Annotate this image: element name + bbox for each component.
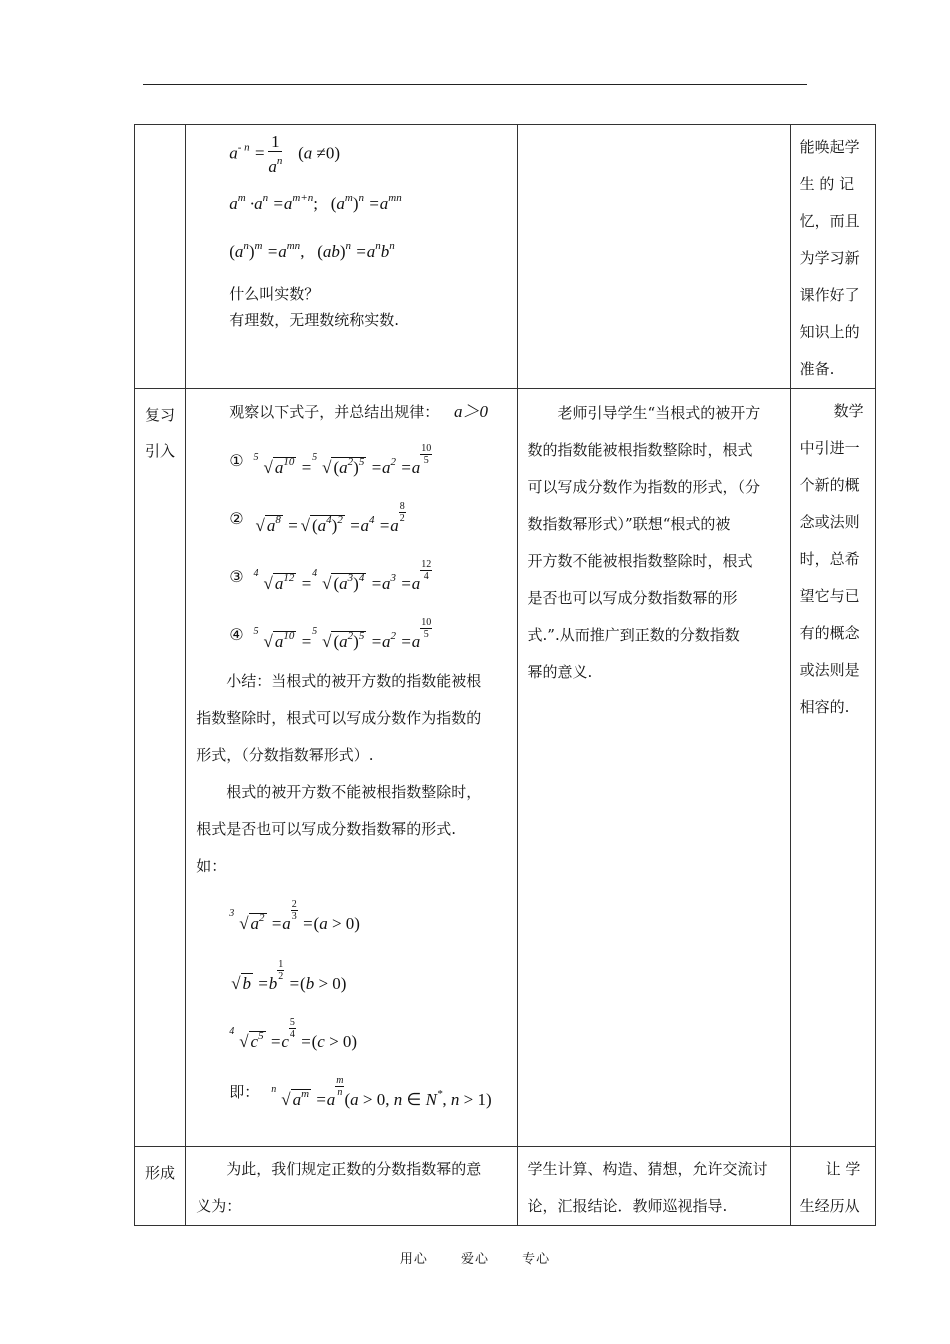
intent-line: 能唤起学 <box>799 138 860 156</box>
intent-line: 念或法则 <box>799 513 860 531</box>
intent-line: 有的概念 <box>799 624 860 642</box>
teacher-line: 学生计算、构造、猜想，允许交流讨 <box>527 1160 768 1178</box>
example-number: ① <box>229 450 244 470</box>
case-c: 4 √ $c^5 =c$ $\frac{5}{4}$ =(c > 0) <box>229 1016 358 1051</box>
teacher-line: 可以写成分数作为指数的形式，（分 <box>527 478 761 496</box>
intent-line: 时，总希 <box>799 550 860 568</box>
intent-line: 个新的概 <box>799 476 860 494</box>
formula-power-of-power: $(a^n)^m =a^{mn}$, $(ab)^n =a^nb^n$ <box>229 240 395 261</box>
example-4: ④ 5 √ $a^{10}$ = 5 √ $(a^2)^5 =a^2 =a$ $\frac{10}{5}$ <box>229 616 432 651</box>
teacher-line: 式.”.从而推广到正数的分数指数 <box>527 626 740 644</box>
general-rule: 即： n √ $a^m =a$ $\frac{m}{n}$ (a > 0, n ∈ N*, n > 1) <box>229 1074 492 1109</box>
stage-label: 引入 <box>145 442 176 460</box>
intent-line: 生 的 记 <box>799 175 855 193</box>
intent-line: 让 学 <box>825 1160 861 1178</box>
stage-label: 形成 <box>145 1164 176 1182</box>
stage-cell <box>135 1147 186 1226</box>
intro-condition: a＞0 <box>454 402 488 421</box>
intent-line: 知识上的 <box>799 323 860 341</box>
intent-line: 为学习新 <box>799 249 860 267</box>
footer-word: 爱心 <box>460 1252 489 1267</box>
question-paragraph <box>196 774 508 885</box>
intent-cell <box>790 125 875 389</box>
summary-line: 形式，（分数指数幂形式）. <box>196 746 374 764</box>
intent-line: 课作好了 <box>799 286 860 304</box>
intent-line: 忆，而且 <box>799 212 860 230</box>
answer-text: 有理数，无理数统称实数. <box>229 311 399 329</box>
intent-line: 望它与已 <box>799 587 860 605</box>
example-1: ① 5 √ $a^{10}$ = 5 √ $(a^2)^5 =a^2 =a$ $\frac{10}{5}$ <box>229 442 432 477</box>
case-a: 3 √ $a^2 =a$ $\frac{2}{3}$ =(a > 0) <box>229 898 360 933</box>
formula-product-power: $a^m \cdot a^n =a^{m+n}$; $(a^m)^n =a^{mn}$ <box>229 192 402 213</box>
footer-word: 用心 <box>399 1252 428 1267</box>
footer-word: 专心 <box>522 1252 551 1267</box>
question-line: 根式是否也可以写成分数指数幂的形式. <box>196 820 456 838</box>
intent-line: 相容的. <box>799 698 850 716</box>
example-2: ② √ $a^8$ = √ $(a^4)^2 =a^4 =a$ $\frac{8}{2}$ <box>229 500 405 535</box>
teacher-line: 是否也可以写成分数指数幂的形 <box>527 589 738 607</box>
case-b: √ b =b $\frac{1}{2}$ =(b > 0) <box>231 958 347 993</box>
intent-line: 中引进一 <box>799 439 860 457</box>
teacher-line: 论，汇报结论．教师巡视指导. <box>527 1197 728 1215</box>
stage-cell <box>135 389 186 1147</box>
intent-line: 或法则是 <box>799 661 860 679</box>
example-number: ④ <box>229 624 244 644</box>
formula-negative-exponent: $a^{- n}$ = $\frac{1}{a^n}$ (a ≠0) <box>229 131 341 176</box>
teacher-line: 老师引导学生“当根式的被开方 <box>557 404 761 422</box>
teacher-cell <box>517 1147 790 1226</box>
general-prefix: 即： <box>229 1083 260 1101</box>
intent-cell <box>790 389 875 1147</box>
intent-line: 生经历从 <box>799 1197 860 1215</box>
stage-label: 复习 <box>145 406 176 424</box>
lesson-plan-table <box>134 124 876 1226</box>
table-row-review-intro <box>135 389 876 1147</box>
teacher-line: 开方数不能被根指数整除时，根式 <box>527 552 753 570</box>
question-line: 如： <box>196 857 227 875</box>
summary-line: 指数整除时，根式可以写成分数作为指数的 <box>196 709 482 727</box>
summary-paragraph <box>196 663 508 774</box>
intro-text <box>196 393 508 431</box>
table-row-review-formulas <box>135 125 876 389</box>
teacher-line: 数指数幂形式）”联想“根式的被 <box>527 515 731 533</box>
content-cell <box>186 125 517 389</box>
teacher-line: 幂的意义. <box>527 663 593 681</box>
intent-line: 数学 <box>833 402 864 420</box>
header-rule <box>143 84 807 85</box>
table-row-formation <box>135 1147 876 1226</box>
intent-line: 准备. <box>799 360 835 378</box>
summary-line: 小结：当根式的被开方数的指数能被根 <box>226 672 482 690</box>
question-text: 什么叫实数？ <box>229 285 320 303</box>
intro-label: 观察以下式子，并总结出规律： <box>229 403 440 421</box>
content-cell <box>186 389 517 1147</box>
page-footer <box>0 1248 950 1267</box>
example-number: ③ <box>229 566 244 586</box>
intent-cell <box>790 1147 875 1226</box>
stage-cell-empty <box>135 125 186 389</box>
question-line: 根式的被开方数不能被根指数整除时， <box>226 783 482 801</box>
teacher-line: 数的指数能被根指数整除时，根式 <box>527 441 753 459</box>
content-cell <box>186 1147 517 1226</box>
teacher-cell-empty <box>517 125 790 389</box>
content-line: 义为： <box>196 1197 242 1215</box>
example-number: ② <box>229 508 244 528</box>
teacher-cell <box>517 389 790 1147</box>
example-3: ③ 4 √ $a^{12}$ = 4 √ $(a^3)^4 =a^3 =a$ $\frac{12}{4}$ <box>229 558 432 593</box>
content-line: 为此，我们规定正数的分数指数幂的意 <box>226 1160 482 1178</box>
